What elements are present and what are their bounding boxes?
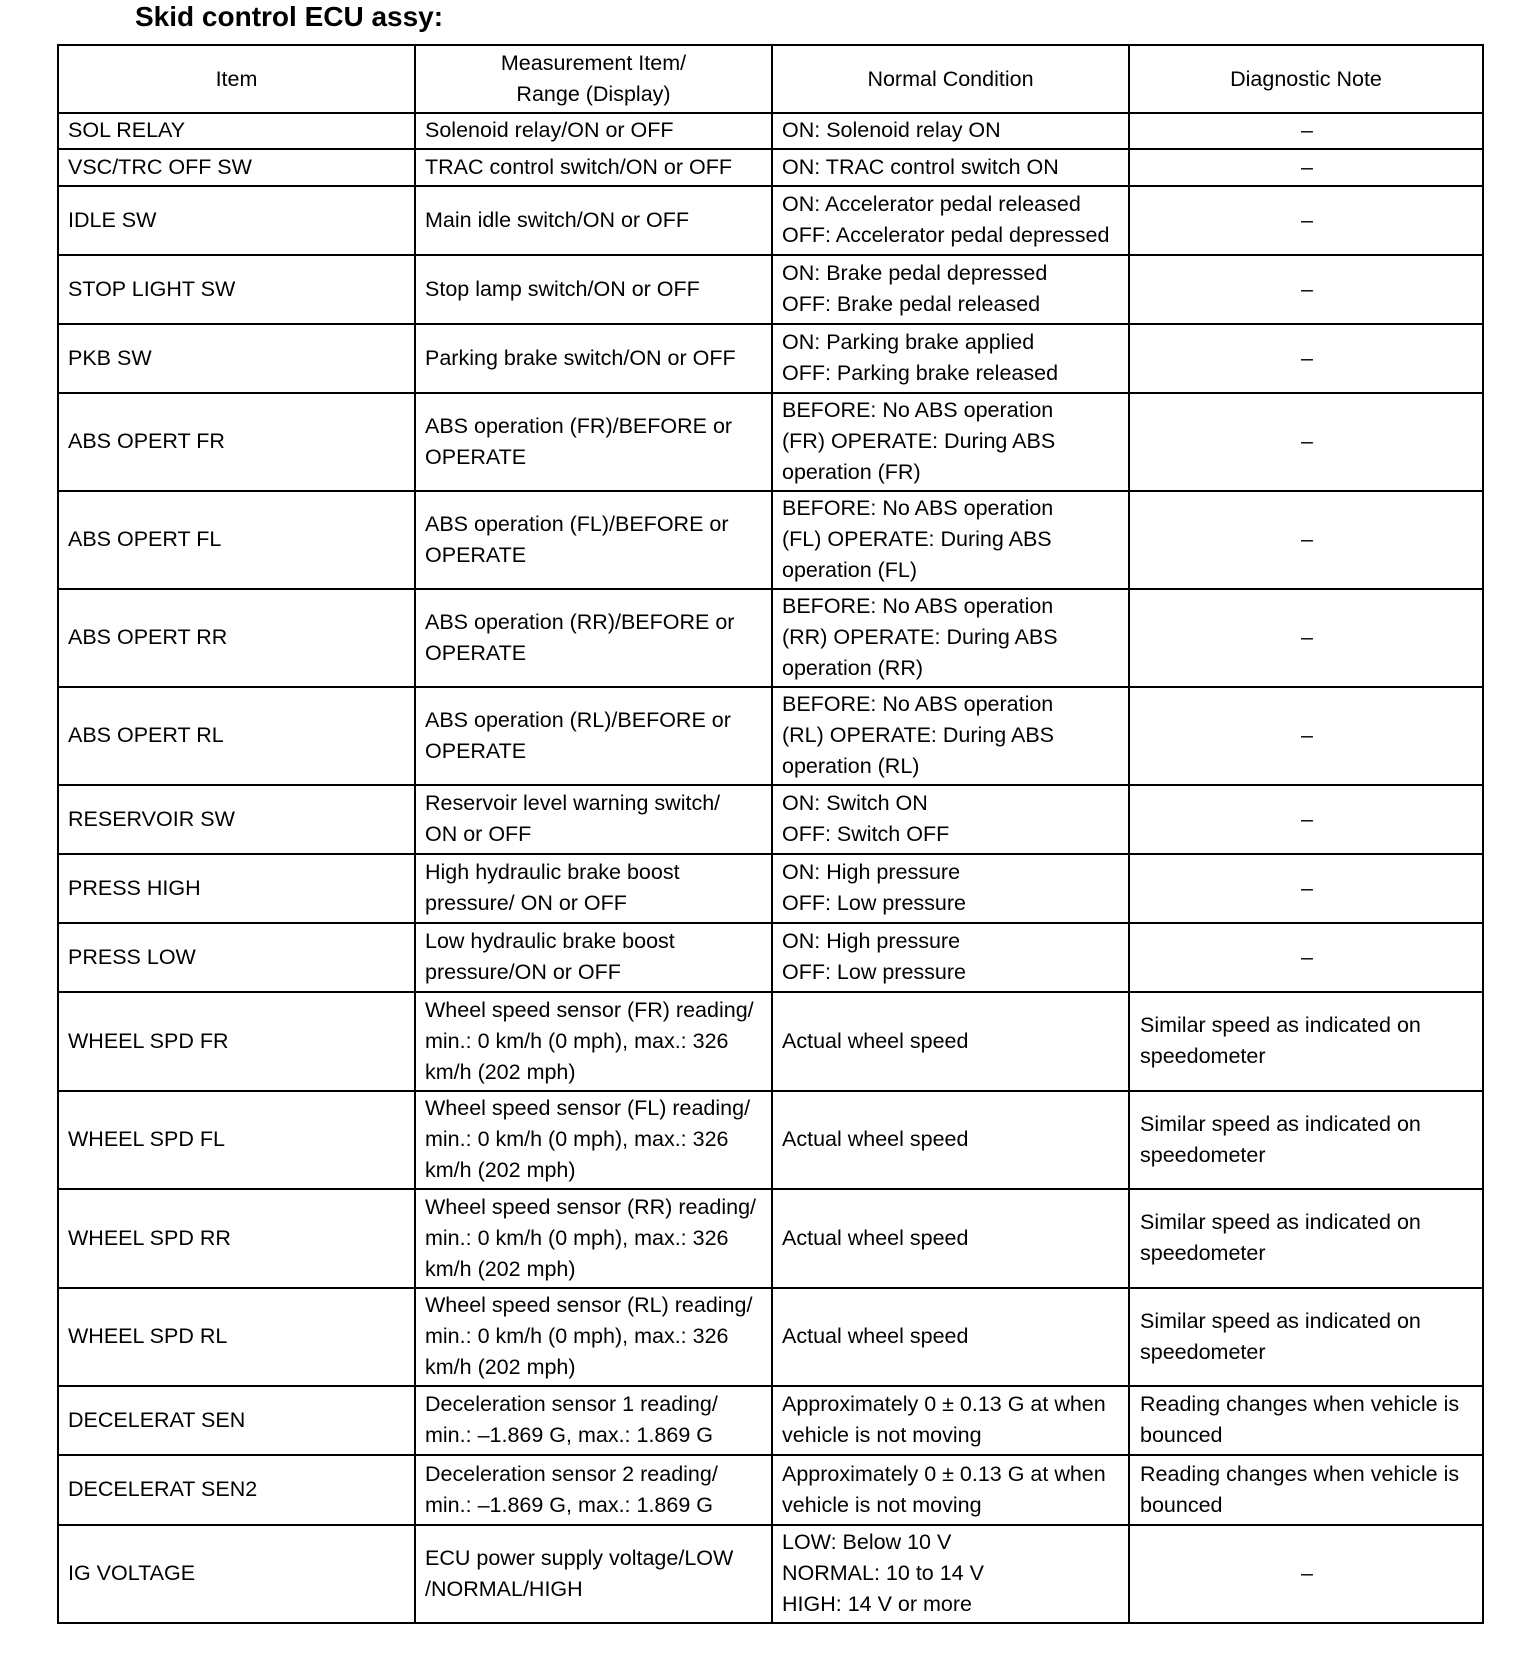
cell-range (415, 255, 772, 324)
cell-normal-condition-line: Approximately 0 ± 0.13 G at when (782, 1461, 1106, 1486)
cell-diagnostic-note-line: bounced (1140, 1492, 1223, 1517)
cell-diagnostic-note-line: – (1301, 527, 1313, 551)
cell-item: WHEEL SPD FL (58, 1091, 415, 1189)
cell-range-line: Wheel speed sensor (FR) reading/ (425, 997, 754, 1022)
cell-item: WHEEL SPD RL (58, 1288, 415, 1386)
cell-diagnostic-note-line: speedometer (1140, 1044, 1266, 1068)
cell-diagnostic-note (1129, 1091, 1483, 1189)
table-row (58, 1189, 1483, 1288)
cell-diagnostic-note (1129, 1455, 1483, 1525)
cell-normal-condition-line: OFF: Accelerator pedal depressed (782, 223, 1110, 247)
cell-item: WHEEL SPD FR (58, 992, 415, 1091)
cell-diagnostic-note-line: – (1301, 276, 1313, 301)
table-row (58, 1091, 1483, 1189)
table-row (58, 992, 1483, 1091)
cell-normal-condition-line: vehicle is not moving (782, 1492, 982, 1517)
header-measurement-line: Range (Display) (516, 82, 671, 106)
cell-range-line: Stop lamp switch/ON or OFF (425, 276, 700, 301)
cell-normal-condition-line: OFF: Parking brake released (782, 361, 1059, 385)
cell-diagnostic-note-line: Similar speed as indicated on (1140, 1111, 1421, 1136)
table-row (58, 1455, 1483, 1525)
cell-range (415, 1288, 772, 1386)
cell-normal-condition-line: OFF: Switch OFF (782, 822, 950, 846)
header-item: Item (58, 45, 415, 113)
cell-range-line: OPERATE (425, 444, 527, 469)
table-row (58, 113, 1483, 149)
cell-range-line: Parking brake switch/ON or OFF (425, 345, 736, 370)
cell-diagnostic-note (1129, 255, 1483, 324)
cell-diagnostic-note (1129, 1189, 1483, 1288)
cell-item: PKB SW (58, 324, 415, 393)
cell-diagnostic-note (1129, 785, 1483, 854)
cell-diagnostic-note-line: Reading changes when vehicle is (1140, 1461, 1460, 1486)
cell-range (415, 687, 772, 785)
cell-diagnostic-note (1129, 113, 1483, 149)
cell-item: VSC/TRC OFF SW (58, 149, 415, 186)
cell-normal-condition-line: (RR) OPERATE: During ABS (782, 625, 1058, 649)
table-row (58, 1288, 1483, 1386)
cell-diagnostic-note-line: – (1301, 1561, 1313, 1585)
cell-normal-condition (772, 589, 1129, 687)
cell-normal-condition (772, 785, 1129, 854)
cell-item: DECELERAT SEN2 (58, 1455, 415, 1525)
cell-range-line: ABS operation (FL)/BEFORE or (425, 511, 729, 536)
cell-range-line: TRAC control switch/ON or OFF (425, 154, 733, 179)
cell-item: STOP LIGHT SW (58, 255, 415, 324)
header-row (58, 45, 1483, 113)
cell-range-line: km/h (202 mph) (425, 1256, 576, 1281)
cell-normal-condition (772, 1455, 1129, 1525)
cell-range-line: km/h (202 mph) (425, 1355, 576, 1379)
cell-normal-condition (772, 393, 1129, 491)
cell-diagnostic-note (1129, 589, 1483, 687)
cell-range (415, 491, 772, 589)
cell-item: DECELERAT SEN (58, 1386, 415, 1455)
cell-range-line: Low hydraulic brake boost (425, 929, 675, 953)
cell-normal-condition-line: OFF: Low pressure (782, 891, 966, 915)
cell-range (415, 1386, 772, 1455)
table-row (58, 149, 1483, 186)
cell-item: ABS OPERT FR (58, 393, 415, 491)
cell-range (415, 1189, 772, 1288)
cell-diagnostic-note (1129, 1288, 1483, 1386)
cell-range-line: min.: –1.869 G, max.: 1.869 G (425, 1423, 714, 1447)
cell-range (415, 113, 772, 149)
cell-diagnostic-note-line: – (1301, 207, 1313, 232)
cell-range (415, 923, 772, 992)
cell-range-line: Wheel speed sensor (FL) reading/ (425, 1096, 751, 1120)
section-title: Skid control ECU assy: (135, 1, 444, 32)
cell-normal-condition-line: vehicle is not moving (782, 1423, 982, 1447)
cell-range (415, 854, 772, 923)
header-measurement-line: Measurement Item/ (500, 51, 687, 75)
cell-normal-condition-line: (FL) OPERATE: During ABS (782, 527, 1052, 551)
cell-normal-condition-line: ON: TRAC control switch ON (782, 154, 1059, 179)
cell-range-line: pressure/ON or OFF (425, 960, 621, 984)
cell-range (415, 393, 772, 491)
table-row (58, 186, 1483, 255)
cell-item: PRESS HIGH (58, 854, 415, 923)
cell-diagnostic-note-line: – (1301, 118, 1313, 142)
cell-range (415, 785, 772, 854)
cell-range-line: km/h (202 mph) (425, 1059, 576, 1084)
cell-range-line: ABS operation (RR)/BEFORE or (425, 609, 735, 634)
cell-range (415, 149, 772, 186)
cell-diagnostic-note-line: speedometer (1140, 1339, 1266, 1364)
cell-diagnostic-note-line: bounced (1140, 1423, 1223, 1447)
table-row (58, 589, 1483, 687)
cell-diagnostic-note-line: Similar speed as indicated on (1140, 1308, 1421, 1333)
cell-normal-condition (772, 1386, 1129, 1455)
cell-normal-condition-line: operation (FL) (782, 558, 918, 582)
cell-item: SOL RELAY (58, 113, 415, 149)
cell-normal-condition-line: LOW: Below 10 V (782, 1530, 952, 1554)
cell-diagnostic-note (1129, 687, 1483, 785)
cell-item: PRESS LOW (58, 923, 415, 992)
cell-range-line: OPERATE (425, 738, 527, 763)
cell-diagnostic-note (1129, 491, 1483, 589)
cell-normal-condition-line: BEFORE: No ABS operation (782, 692, 1054, 716)
cell-range-line: km/h (202 mph) (425, 1158, 576, 1182)
cell-normal-condition-line: Actual wheel speed (782, 1225, 969, 1250)
cell-normal-condition (772, 1288, 1129, 1386)
cell-diagnostic-note-line: – (1301, 806, 1313, 831)
cell-normal-condition (772, 1525, 1129, 1623)
table-row (58, 324, 1483, 393)
cell-normal-condition-line: Actual wheel speed (782, 1127, 969, 1151)
cell-range (415, 1525, 772, 1623)
cell-normal-condition (772, 149, 1129, 186)
cell-normal-condition-line: ON: Brake pedal depressed (782, 261, 1048, 285)
cell-diagnostic-note-line: – (1301, 625, 1313, 649)
cell-normal-condition-line: BEFORE: No ABS operation (782, 496, 1054, 520)
cell-normal-condition (772, 687, 1129, 785)
cell-range-line: ABS operation (FR)/BEFORE or (425, 413, 733, 438)
cell-range-line: OPERATE (425, 542, 527, 567)
cell-range (415, 1091, 772, 1189)
cell-normal-condition-line: Approximately 0 ± 0.13 G at when (782, 1392, 1106, 1416)
cell-range (415, 589, 772, 687)
cell-range-line: High hydraulic brake boost (425, 860, 680, 884)
cell-diagnostic-note-line: Similar speed as indicated on (1140, 1013, 1421, 1037)
cell-normal-condition-line: (RL) OPERATE: During ABS (782, 723, 1055, 747)
cell-range-line: min.: –1.869 G, max.: 1.869 G (425, 1492, 714, 1517)
header-diagnostic-note: Diagnostic Note (1129, 45, 1483, 113)
cell-normal-condition-line: ON: High pressure (782, 860, 961, 884)
cell-normal-condition-line: ON: Parking brake applied (782, 330, 1035, 354)
cell-range (415, 1455, 772, 1525)
cell-range-line: Solenoid relay/ON or OFF (425, 118, 674, 142)
cell-diagnostic-note (1129, 1525, 1483, 1623)
cell-diagnostic-note (1129, 923, 1483, 992)
cell-normal-condition (772, 491, 1129, 589)
cell-diagnostic-note-line: – (1301, 875, 1313, 900)
cell-item: RESERVOIR SW (58, 785, 415, 854)
table-row (58, 785, 1483, 854)
cell-range-line: min.: 0 km/h (0 mph), max.: 326 (425, 1225, 729, 1250)
header-normal-condition: Normal Condition (772, 45, 1129, 113)
cell-diagnostic-note (1129, 992, 1483, 1091)
cell-normal-condition (772, 923, 1129, 992)
cell-normal-condition-line: Actual wheel speed (782, 1028, 969, 1053)
cell-normal-condition-line: ON: Switch ON (782, 791, 928, 815)
cell-normal-condition-line: operation (RR) (782, 656, 923, 680)
cell-normal-condition-line: BEFORE: No ABS operation (782, 398, 1054, 422)
cell-normal-condition (772, 255, 1129, 324)
cell-item: ABS OPERT RL (58, 687, 415, 785)
cell-range-line: Wheel speed sensor (RL) reading/ (425, 1293, 753, 1317)
cell-range-line: OPERATE (425, 640, 527, 665)
cell-range-line: min.: 0 km/h (0 mph), max.: 326 (425, 1127, 729, 1151)
table-row (58, 854, 1483, 923)
cell-range-line: pressure/ ON or OFF (425, 891, 627, 915)
cell-normal-condition-line: HIGH: 14 V or more (782, 1592, 972, 1616)
cell-range-line: Deceleration sensor 2 reading/ (425, 1461, 718, 1486)
table-row (58, 1525, 1483, 1623)
cell-range-line: Main idle switch/ON or OFF (425, 207, 690, 232)
table-row (58, 687, 1483, 785)
cell-item: ABS OPERT RR (58, 589, 415, 687)
cell-diagnostic-note (1129, 854, 1483, 923)
cell-diagnostic-note (1129, 393, 1483, 491)
table-row (58, 255, 1483, 324)
cell-range-line: Reservoir level warning switch/ (425, 791, 721, 815)
cell-range (415, 992, 772, 1091)
cell-diagnostic-note-line: speedometer (1140, 1241, 1266, 1265)
table-body (58, 113, 1483, 1623)
cell-normal-condition-line: OFF: Brake pedal released (782, 292, 1041, 316)
cell-range-line: ABS operation (RL)/BEFORE or (425, 707, 731, 732)
cell-normal-condition (772, 854, 1129, 923)
cell-normal-condition-line: ON: Accelerator pedal released (782, 192, 1081, 216)
cell-normal-condition-line: NORMAL: 10 to 14 V (782, 1561, 984, 1585)
table-row (58, 923, 1483, 992)
cell-normal-condition-line: BEFORE: No ABS operation (782, 594, 1054, 618)
cell-diagnostic-note (1129, 149, 1483, 186)
header-measurement (415, 45, 772, 113)
cell-diagnostic-note (1129, 324, 1483, 393)
cell-diagnostic-note-line: – (1301, 154, 1313, 179)
cell-item: IDLE SW (58, 186, 415, 255)
ecu-data-table (57, 44, 1484, 1624)
cell-range (415, 186, 772, 255)
cell-range-line: Deceleration sensor 1 reading/ (425, 1392, 718, 1416)
cell-normal-condition-line: operation (FR) (782, 460, 921, 484)
cell-diagnostic-note-line: Reading changes when vehicle is (1140, 1392, 1460, 1416)
cell-normal-condition (772, 1091, 1129, 1189)
cell-item: IG VOLTAGE (58, 1525, 415, 1623)
cell-diagnostic-note-line: speedometer (1140, 1142, 1266, 1167)
cell-range-line: min.: 0 km/h (0 mph), max.: 326 (425, 1324, 729, 1348)
cell-range-line: ECU power supply voltage/LOW (425, 1545, 734, 1570)
cell-range (415, 324, 772, 393)
cell-normal-condition-line: OFF: Low pressure (782, 960, 966, 984)
table-row (58, 393, 1483, 491)
cell-item: WHEEL SPD RR (58, 1189, 415, 1288)
cell-normal-condition-line: ON: High pressure (782, 929, 961, 953)
cell-range-line: Wheel speed sensor (RR) reading/ (425, 1194, 757, 1219)
table-row (58, 491, 1483, 589)
cell-diagnostic-note-line: – (1301, 345, 1313, 370)
cell-diagnostic-note-line: – (1301, 944, 1313, 969)
cell-normal-condition (772, 324, 1129, 393)
cell-normal-condition (772, 113, 1129, 149)
cell-normal-condition-line: Actual wheel speed (782, 1324, 969, 1348)
cell-item: ABS OPERT FL (58, 491, 415, 589)
cell-range-line: ON or OFF (425, 822, 532, 846)
cell-range-line: min.: 0 km/h (0 mph), max.: 326 (425, 1028, 729, 1053)
cell-diagnostic-note (1129, 186, 1483, 255)
cell-normal-condition (772, 1189, 1129, 1288)
cell-normal-condition (772, 992, 1129, 1091)
cell-diagnostic-note (1129, 1386, 1483, 1455)
cell-diagnostic-note-line: – (1301, 723, 1313, 747)
cell-diagnostic-note-line: Similar speed as indicated on (1140, 1210, 1421, 1234)
cell-range-line: /NORMAL/HIGH (425, 1576, 583, 1601)
cell-normal-condition-line: operation (RL) (782, 754, 920, 778)
cell-normal-condition (772, 186, 1129, 255)
cell-normal-condition-line: ON: Solenoid relay ON (782, 118, 1001, 142)
cell-normal-condition-line: (FR) OPERATE: During ABS (782, 429, 1056, 453)
cell-diagnostic-note-line: – (1301, 429, 1313, 453)
table-row (58, 1386, 1483, 1455)
